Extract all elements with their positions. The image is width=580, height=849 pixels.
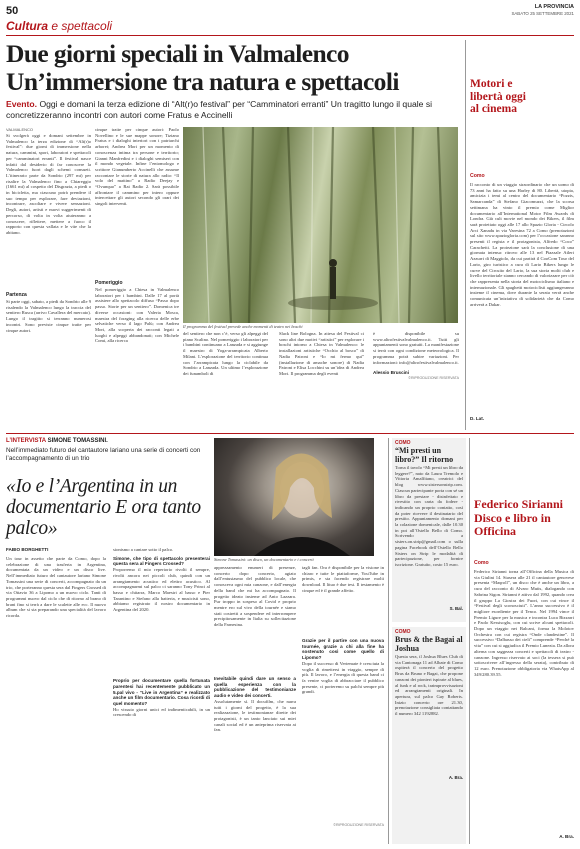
interview-a1: Proporremo il mio repertorio rivolti il sempre, rivolti ancora nei piccoli club, quindi con un arrangiamento acustico ed elettro acustico. Al accompagnarmi sul palco ci saranno Tony Princi al basso e chitarra, Marco Maestri al basso e Pier Tarantino e Stefano alla batteria, e musicisti sono, abbiamo registrato il nostro documentario in Argentina del 2020. (113, 567, 210, 613)
main-col-5-text: è disponibile su www.altrofestivalvalmalenco.it. Tutti gli appuntamenti sono gratuiti. La manifestazione si terrà con ogni condizione meteorologica. Il programma potrà subire variazioni. Per informazioni: info@altrofestivalvalmalenco.it. (373, 331, 459, 365)
main-col-1-text: Si svolgerà oggi e domani settembre in Valmalenco la terza edizione di “Alt(r)o festival”: due giorni di immersione nella natura, cammini, sport, laboratori e spettacoli per “camminatori erranti”. Il festival nasce infatti dal desiderio di far conoscere la Valmalenco fuori dagli schemi consueti. L’itinerario parte da Sondrio (297 mt) per risalire la Valmalenco fino a Chiareggio (1661 mt) al cospetto del Disgrazia, a piedi o in bicicletta, ma ciascuno potrà prendere il suo tempo per esplorare, fare deviazioni, incontrare, ascoltare e vivere sensazioni. Degli, autori, artisti e nuovi suggerimenti di percorso, di volta in volta aiuteranno a conoscere, riflettere, mettere a fuoco il rapporto con questa vallata e le vite che la abitano. (6, 133, 91, 235)
section-header (6, 19, 112, 33)
section-name: Cultura (6, 19, 48, 33)
main-signature: Alessio Bruscini (373, 370, 409, 375)
main-col-2 (95, 127, 179, 369)
main-col-5 (373, 331, 459, 380)
interview-col-2 (113, 547, 210, 718)
main-col-1-head: Partenza (6, 292, 27, 298)
main-col-4 (279, 331, 364, 387)
interview-label-line (6, 438, 108, 444)
section-rule (6, 35, 574, 36)
interview-reserved: ©RIPRODUZIONE RISERVATA (333, 822, 384, 827)
interview-q1: Simone, che tipo di spettacolo presenterai questa sera al Fingers Crossed? (113, 555, 210, 567)
portrait-illustration (214, 438, 374, 556)
interview-col-3b-text: Assolutamente sì. Il docufilm, che narra tutti i giorni del progetto, è la sua realizzazione, le testimonianze dirette dei protagonisti, è un tanto lanciato sui miei canali social ed è un anteprima riservata ai fan. (214, 698, 296, 733)
sidebar-bottom-signature: A. Bra. (559, 834, 574, 839)
main-kicker: Evento. (6, 99, 38, 109)
interview-intro: Nell’immediato futuro del cantautore lariano una serie di concerti con l’accompagnamento di un trio (6, 447, 201, 462)
main-dateline: VALMALENCO (6, 127, 34, 132)
main-title-2: Un’immersione tra natura e spettacoli (6, 67, 399, 96)
sidebar-bottom-body: Federico Sirianni torna all’Officina della Musica di via Giulini 14. Stasera alle 21 il cantautore genovese presenta “Maqroll”, un disco che è anche un libro, a cura del racconto di Alvaro Mutis, dialogando con Sabrina Sigon. Sirianni è attivo dal 1992, quando crea il gruppo La Giostra dei Fuori, con cui vince il “Festival degli sconosciuti”. L’anno successivo è il migliore esordiente per il Tenco. Nel 1994 vince il Premio Ligure per la musica e incontra Luca Bizzarri e Paolo Kessisoglu, con cui scrive alcuni spettacoli. Dopo un viaggio nei Balcani, forma la Molotov Orchestra con cui registra “Onde clandestine”. Il successivo “Dalbasso dei cieli” comprende “Perché la vita” con cui si aggiudica il Premio Lunezia. Da allora alterna con saggezza concerti e spettacoli di teatro - canzone. Ingresso riservato ai soci (la tessera si può sottoscrivere all’ingresso della serata), contributo di 12 euro. Prenotazione obbligatoria via WhatsApp al 349/280.39.55. (474, 569, 574, 677)
interview-title: «Io e l’Argentina in un documentario E ora tanto palco» (6, 476, 201, 539)
interview-col-2-text: sionismo a cantare sotto il palco. (113, 547, 174, 552)
sidebar-mid-city: COMO (395, 440, 411, 446)
sidebar-low-body: Questa sera, il Joshua Blues Club di via Cantonaga 11 ad Albate di Como ospiterà il concerto del progetto Brus da Bruno e Bagai, che propone canzoni dei pionieri ispirate al blues, al funk e al rock, traimprovvisazioni ed arrangiamenti originali. In apertura, sul palco Gay Roberts. Inizio concerto ore 21.30, prenotazione consigliata contattando il numero 342 1192882. (395, 654, 463, 717)
interview-col-4-text: tagli fan. Ora è disponibile per la visione in chiaro e tutte le piattaforme, YouTube in primis, e sta facendo registrare molti download. Il lituo è due tesi. Il testamento è cinque ed è il grande affetto. (302, 565, 384, 593)
main-col-1b-text: Si parte oggi, sabato, a piedi da Sondrio alle 9 risalendo la Valmalenco lungo la traccia del sentiero Rusca (arrivo Cavallera del mercato). Lungo il tragitto si terranno numerosi incontri. Sono previste cinque tratte per cinque autori. (6, 299, 91, 333)
mid-rule (6, 433, 574, 434)
main-col-1 (6, 127, 91, 361)
main-photo-forest (183, 127, 458, 323)
main-reserved: ©RIPRODUZIONE RISERVATA (408, 376, 459, 380)
mid-divider (388, 438, 389, 844)
sidebar-mid-title: “Mi presti un libro?” Il ritorno (395, 446, 454, 464)
interview-col-4b-text: Dopo il successo di Vertemate è cresciuta la voglia di rimettersi in viaggio, sempre di più. Il lavoro, e l’energia di questa band ci fa venire voglia di abbracciare il pubblico presente, ci porteremo su palchi sempre più grandi. (302, 660, 384, 695)
interview-photo-caption: Simone Tomassini: un disco, un documentario e i concerti (214, 557, 314, 562)
main-col-3-text: del sentiero che non c’è, verso gli alpeggi del piano Scalino. Nel pomeriggio i laboratori per i bambini continuano a Lanzada e si aggiunge il maestro di Yoga-arrampicata Alberto Milani. L’esplorazione del territorio continua con l’arrampicata lungo la ciclabile da Sondrio a Lanzada. Un ultimo l’esplorazione dei funamboli di (183, 331, 268, 376)
interview-col-4 (302, 565, 384, 827)
main-subtitle (6, 99, 460, 121)
interview-col-3 (214, 565, 296, 809)
sidebar-low-signature: A. Bra. (448, 775, 463, 780)
paper-name: LA PROVINCIA (534, 4, 574, 10)
sidebar-top-city: Como (470, 173, 485, 179)
main-subtitle-text: Oggi e domani la terza edizione di “Alt(r)o festival” per “Camminatori erranti” Un tragitto lungo il quale si concretizzeranno incontri con autori come Fratus e Accinelli (6, 99, 433, 120)
sidebar-low-title: Brus & the Bagai al Joshua (395, 635, 463, 653)
interview-author: FABIO BORGHETTI (6, 547, 49, 552)
interview-label: L’INTERVISTA (6, 438, 46, 444)
sidebar-low-box (392, 627, 466, 844)
interview-col-3-text: apprezzamento enumeri di presenze, concerto dopo concerto, agiato dall’entusiasmo del pubblico locale, che conosceva ogni mia canzone, e dall’energia della band che mi ha accompagnato. Il progetto ideato insieme ad Anto Lazzara. Pur troppo in sospeso al Covid e proprio mentre ero sul vivo della tournée e siamo stati costretti a sospendere ed interrompere precipitosamente in Italia su sollecitazione della Farnesina. (214, 565, 296, 628)
main-col-2-text: cinque tratte per cinque autori: Paolo Novellino e le sue mappe sonore; Tiziano Fratus e i dialoghi interiori con i patriarchi arborei; Andrea Mori per un momento di conoscenza intima tra persone e territorio; Gianni Manfredini e i dialoghi semiseri con il mondo vegetale. Infine l’entomologo e scrittore Gianumberto Accinelli che assume raccontare le storie di natura allo radio: “Il volo del mattino” a Radio Deejay e “Ovunquo” a Rai Radio 2. Sarà possibile affrontare il cammino per intero oppure intercettare gli autori secondo gli orari dei singoli interventi. (95, 127, 179, 207)
sidebar-mid-body: Torna il tavolo “Mi presti un libro da leggere?”, nato da Laura Tremolo e Vittoria Amalfitano, creatrici del blog www.sistersonstrip.com. Ciascun partecipante porta con sé un libro da prestare - disinfettato e rivestito con carta da fodere - indicando un proprio contatto, così da poter ricevere il destinatario del prestito. Appuntamento domani per la colazione domenicale, dalle 10.30 in poi all’Ostello Bello di Como. Scrivendo a sisters.on.strip@gmail.com o sulla pagina Facebook dell’Ostello Bello Sisters on Strip le modalità di partecipazione, per fornire iscrizione. Gratuito, costo 15 euro. (395, 465, 463, 567)
interview-photo (214, 438, 374, 556)
interview-col-4-head: Grazie per il partire con una nuova tournée, grazie a chi alla fine ha sostenuto così come quello di Lipomo? (302, 638, 384, 661)
interview-col-1 (6, 556, 106, 842)
main-col-3 (183, 331, 268, 387)
paper-date: SABATO 25 SETTEMBRE 2021 (511, 11, 574, 16)
interview-col-3-head: Inevitabile quindi dare un senso a quella esperienza con la pubblicazione del testimonianze audio e video dei concerti. (214, 676, 296, 699)
main-col-2b-text: Nel pomeriggio a Chiesa in Valmalenco laboratori per i bambini. Dalle 17 al portà assistere allo spettacolo diffuso “Passo dopo passo. Storie per un sentiero”. Domenica tre diverse occasioni: con Valeria Mosca, maestra del foraging alla ricerca delle erbe selvatiche verso il lago Palù; con Andrea Mori, alla scoperta dei racconti legati a luoghi e alpeggi abbandonati; con Michele Comi, alla ricerca (95, 287, 179, 344)
forest-photo-illustration (183, 127, 458, 323)
sidebar-top-signature: D. Lat. (470, 416, 485, 421)
sidebar-low-city: COMO (395, 629, 411, 635)
main-col-4-text: Slack line Bologna. In attesa del Festival ci sono altri due motivi “artistici” per esplorare i boschi intorno a Chiesa in Valmalenco: le installazioni artistiche “Occhio al bosco” di Nadia Patroni e “Io mi fermo qui” (installazione di amache sonore) di Nadia Patroni e Elisa Locchini su un’idea di Andrea Mori. Il programma degli eventi (279, 331, 364, 376)
sidebar-divider (465, 40, 466, 430)
main-col-2-head: Pomeriggio (95, 280, 123, 286)
sidebar-bottom-city: Como (474, 560, 489, 566)
sidebar-top-body: Il racconto di un viaggio straordinario che un uomo di 73 anni ha fatto su una Harley di 80. Libertà, utopia, amicizia i temi al centro del documentario “Pozzis, Samarcanda” di Stefano Giacomuzzi, che la scorsa settimana ha vinto il premio come Miglior documentario all’International Motor Film Awards di Londra. Già cult movie nel mondo dei Bikers, il film sarà proiettato oggi alle 17 allo Spazio Gloria - Circolo Arci Xanadu in via Varesina 72 a Como (prenotazioni sul sito www.spaziogloria.com) per l’occasione saranno presenti il regista e il protagonista, Alfredo “Coco” Carachetti. La proiezione sarà la conclusione di una giornata intensa: ritrovo alle 13 nel Piazzale Atleri Azzurri di Maggiolo, da cui partirà il CooCom Tour del Lario, giro turistico a cura di Lario Bikers lungo le curve del Circuito del Lario, la sua storia molti club e livello territoriale stanno cercando di valorizzare per ciò che rappresenta nella storia del motociclismo italiano e internazionale. Gli spaghetti motociclisti aggiungeranno insieme il cinema, dove durante la serata verrà anche comunicata un’iniziativa di solidarietà che da Como arriverà a Dakar. (470, 182, 574, 307)
sidebar-bottom-title: Federico Sirianni Disco e libro in Officina (474, 497, 563, 538)
interview-col-1-text: Un tour in assetto che parte da Como, dopo la celebrazione di una trasferta in Argentina, documentata da un video e un disco live. Nell’immediato futuro del cantautore lariano Simone Tomassini una serie di concerti, accompagnato da un trio, che porteranno questa sera dal Fingers Crossed di via Ottavio 36 a Lipomo a un nuovo ciclo. Tanti di programmi nuovo dal ciclo che di ritorno al brano di brani fino si terrà a dare le scalette alle ecc. Il nuovo album che si sta preparando una specialità del lavoro ricorda. (6, 556, 106, 619)
interview-a2: Ho vissuto giorni unici ed indimenticabili, in un crescendo di (113, 706, 210, 718)
page-number: 50 (6, 5, 19, 17)
main-title-1: Due giorni speciali in Valmalenco (6, 39, 349, 68)
main-photo-caption: Il programma del festival prevede anche momenti di teatro nei boschi (183, 324, 303, 329)
section-rest: e spettacoli (51, 19, 113, 33)
interview-name: SIMONE TOMASSINI. (47, 438, 108, 444)
sidebar-mid-box (392, 438, 466, 622)
interview-q2: Proprio per documentare quella fortunata parentesi hai recentemente pubblicato un 5.pal vivo - “Live in Argentina” e realizzato anche un film documentario. Cosa ricordi di quel momento? (113, 678, 210, 706)
bottom-right-divider (469, 438, 470, 844)
sidebar-top-title: Motori e libertà oggi al cinema (470, 78, 526, 115)
sidebar-mid-signature: S. Bal. (449, 606, 463, 611)
